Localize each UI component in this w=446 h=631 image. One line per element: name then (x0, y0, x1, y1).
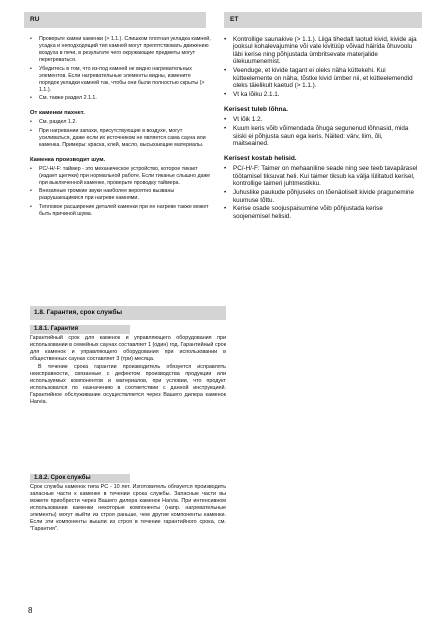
ru-noise-heading: Каменка производит шум. (30, 156, 106, 163)
warranty-paragraph: Гарантийный срок для каменок и управляющего оборудования при использовании в семейных саунах составляет 1 (один) год. Гарантийный срок для каменок и управляющего оборудования при использовании в общественных саунах составляет 3 (три) месяца. (30, 335, 226, 362)
list-item: • Тепловое расширение деталей каменки при ее нагреве также может быть причиной шума. (30, 203, 209, 217)
et-noise-list (224, 165, 420, 220)
bullet-icon: • (224, 90, 227, 98)
ru-top-list (30, 36, 212, 102)
list-item: • Kontrollige saunakive (> 1.1.). Liiga tihedalt laotud kivid, kivide aja jooksul kohalevajumine või vale kivitüüp võivad häirida õhuvoolu läbi kerise ning põhjustada ümbritsevate materjalide ülekuumenemist. (224, 36, 417, 66)
list-item: • Vt lõik 1.2. (224, 116, 263, 124)
list-item: • Проверьте камни каменки (> 1.1.). Слишком плотная укладка камней, усадка и неподходящий тип камней могут препятствовать движению воздуха в печи, в результате чего окружающие предметы могут перегреваться. (30, 36, 211, 63)
service-life-paragraph: Срок службы каменок типа PC - 10 лет. Изготовитель обязуется производить запасные части к каменке в течении срока службы. Запасные части вы можете приобрести через Вашего дилера каменок Harvia. При интенсивном использовании каменки некоторые компоненты (напр. нагревательные элементы) могут выйти из строя раньше, чем другие компоненты каменки. Если эти компоненты вышли из строя в течение гарантийного срока, см. "Гарантия". (30, 484, 226, 532)
list-item: • Veenduge, et kivide tagant ei oleks näha küttekehi. Kui kütteelemente on näha, tõstke kivid ümber nii, et kütteelemendid oleks täielikult kaetud (> 1.1.). (224, 67, 413, 89)
list-item: • Kuum keris võib võimendada õhuga segunenud lõhnasid, mida siiski ei põhjusta saun ega keris. Näited: värv, liim, õli, maitseained. (224, 125, 409, 147)
warranty-title: 1.8.1. Гарантия (30, 325, 130, 334)
list-item: • См. раздел 1.2. (30, 119, 77, 125)
warranty-section (30, 325, 226, 406)
et-smell-list (224, 116, 420, 147)
list-item: • См. также раздел 2.1.1. (30, 95, 97, 101)
bullet-icon: • (224, 189, 227, 197)
estonian-column (224, 36, 420, 222)
service-life-title: 1.8.2. Срок службы (30, 474, 130, 483)
list-item: • При нагревании запахи, присутствующие в воздухе, могут усиливаться, даже если их источником не является сама сауна или каменка. Примеры: краска, клей, масло, высыхающие материалы. (30, 127, 206, 148)
bullet-icon: • (224, 165, 227, 173)
bullet-icon: • (224, 125, 227, 133)
bullet-icon: • (30, 203, 32, 210)
et-smell-heading: Kerisest tuleb lõhna. (224, 106, 288, 114)
ru-smell-heading: От каменки пахнет. (30, 110, 85, 116)
bullet-icon: • (30, 119, 32, 125)
section-title-warranty-service-life: 1.8. Гарантия, срок службы (30, 306, 226, 320)
list-item: • PC/-H/-F: Taimer on mehaaniline seade ning see teeb tavapärasel töötamisel tiksuvat heli. Kui taimer tiksub ka välja lülitatud kerisel, kontrollige taimeri juhtmestikku. (224, 165, 418, 188)
et-top-list (224, 36, 420, 98)
bullet-icon: • (30, 36, 32, 42)
bullet-icon: • (224, 116, 227, 124)
ru-noise-list (30, 166, 212, 218)
language-tag-ru: RU (24, 12, 206, 28)
ru-smell-list (30, 119, 212, 149)
bullet-icon: • (30, 95, 32, 101)
bullet-icon: • (224, 205, 227, 213)
bullet-icon: • (30, 127, 32, 134)
list-item: • Juhuslike paukude põhjuseks on tõenäoliselt kivide pragunemine kuumuse tõttu. (224, 189, 414, 204)
bullet-icon: • (30, 165, 32, 172)
list-item: • Kerise osade soojuspaisumine võib põhjustada kerise soojenemisel helisid. (224, 205, 383, 220)
bullet-icon: • (224, 36, 227, 43)
list-item: • Убедитесь в том, что из-под камней не видно нагревательных элементов. Если нагревательные элементы видны, измените порядок укладки камней так, чтобы они были полностью скрыты (> 1.1.). (30, 65, 205, 93)
list-item: • Внезапные громкие звуки наиболее вероятно вызваны разрушающимися при нагреве камнями. (30, 188, 175, 201)
warranty-paragraph: В течение срока гарантии производитель обязуется исправлять неисправности, связанные с дефектом производства продукции или используемых компонентов и материалов, при условии, что продукт использовался по назначению в соответствии с данной инструкцией. Гарантийное обслуживание осуществляется через Вашего дилера каменок Harvia. (30, 364, 226, 405)
list-item: • PC/-H/-F: таймер - это механическое устройство, которое тикает (издает щелчки) при нормальной работе. Если тиканье слышно даже при выключенной каменке, проверьте проводку таймера. (30, 165, 211, 186)
bullet-icon: • (30, 188, 32, 194)
bullet-icon: • (224, 67, 227, 75)
language-tag-et: ET (224, 12, 422, 28)
bullet-icon: • (30, 65, 32, 72)
page-number: 8 (28, 606, 33, 615)
russian-column (30, 36, 212, 219)
list-item: • Vt ka lõiku 2.1.1. (224, 90, 280, 98)
et-noise-heading: Kerisest kostab helisid. (224, 155, 297, 163)
service-life-section (30, 474, 226, 533)
